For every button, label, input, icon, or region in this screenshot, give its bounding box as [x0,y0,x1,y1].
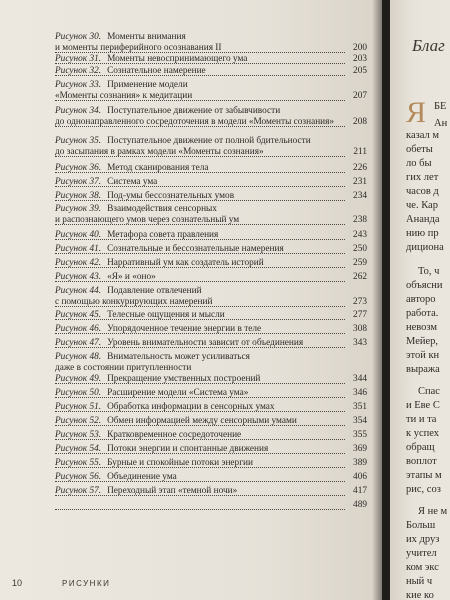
right-page-line: казал м [406,130,440,141]
figure-title-continued: «Моменты сознания» к медитации [55,91,193,101]
figure-title: Подавление отвлечений [107,286,202,296]
figure-page-number: 226 [353,163,367,173]
figure-page-number: 308 [353,324,367,334]
figure-label: Рисунок 30. [55,32,102,42]
right-page-line: рис, соз [406,484,441,495]
figure-page-number: 238 [353,215,367,225]
right-page-line: выража [406,364,440,375]
figure-entry [55,54,367,65]
figure-page-number: 355 [353,430,367,440]
figure-title: Уровень внимательности зависит от объединения [107,338,304,348]
figure-page-number: 351 [353,402,367,412]
figure-title: Внимательность может усиливаться [107,352,250,362]
figure-entry [55,191,367,202]
figure-entry [55,486,367,497]
figure-title-continued: и распознающего умов через сознательный ум [55,215,240,225]
figure-page-number: 262 [353,272,367,282]
figure-entry [55,286,367,308]
right-page [390,0,450,600]
drop-cap: Я [406,96,427,129]
right-page-line: обращ [406,442,435,453]
figure-title: Прекращение умственных построений [107,374,261,384]
figure-title: Сознательные и бессознательные намерения [107,244,284,254]
figure-entry [55,66,367,77]
figure-page-number: 243 [353,230,367,240]
figure-label: Рисунок 31. [55,54,102,64]
right-page-line: То, ч [418,266,440,277]
figure-title: Нарративный ум как создатель историй [107,258,264,268]
figure-label: Рисунок 34. [55,106,102,116]
figure-title: Моменты невоспринимающего ума [107,54,248,64]
figure-label: Рисунок 32. [55,66,102,76]
figure-page-number: 406 [353,472,367,482]
figure-title: Обработка информации в сенсорных умах [107,402,275,412]
figure-page-number: 250 [353,244,367,254]
figure-title: Поступательное движение от забывчивости [107,106,281,116]
right-page-line: Мейер, [406,336,439,347]
figure-page-number: 200 [353,43,367,53]
figure-label: Рисунок 39. [55,204,102,214]
figure-title: Под-умы бессознательных умов [107,191,235,201]
page-number: 10 [12,578,23,588]
figure-entry [55,272,367,283]
figure-entry [55,416,367,427]
figure-label: Рисунок 56. [55,472,102,482]
figure-entry [55,324,367,335]
right-page-line: воплот [406,456,437,467]
right-page-line: обеты [406,144,433,155]
figure-title-continued: и моменты периферийного осознавания II [55,43,222,53]
figure-page-number: 203 [353,54,367,64]
right-page-line: гих лет [406,172,439,183]
figure-label: Рисунок 46. [55,324,102,334]
figure-label: Рисунок 37. [55,177,102,187]
right-page-line: объясни [406,280,443,291]
figure-entry [55,444,367,455]
figure-entry [55,177,367,188]
right-page-line: этой кн [406,350,440,361]
figure-entry [55,32,367,54]
figure-title: «Я» и «оно» [107,272,156,282]
figure-label: Рисунок 44. [55,286,102,296]
figure-title: Взаимодействия сенсорных [107,204,217,214]
figure-title: Бурные и спокойные потоки энергии [107,458,253,468]
figure-label: Рисунок 50. [55,388,102,398]
right-page-line: нию пр [406,228,439,239]
figure-entry [55,458,367,469]
figure-title: Метафора совета правления [107,230,219,240]
figure-label: Рисунок 47. [55,338,102,348]
figure-page-number: 277 [353,310,367,320]
right-page-line: кие ко [406,590,434,600]
running-header: РИСУНКИ [62,579,111,588]
figure-page-number: 231 [353,177,367,187]
figure-entry [55,374,367,385]
figure-title: Кратковременное сосредоточение [107,430,242,440]
figure-label: Рисунок 43. [55,272,102,282]
figure-label: Рисунок 33. [55,80,102,90]
right-page-line: ти и та [406,414,437,425]
figure-page-number: 273 [353,297,367,307]
figure-label: Рисунок 55. [55,458,102,468]
figure-label: Рисунок 38. [55,191,102,201]
figure-entry [55,338,367,349]
figure-label: Рисунок 40. [55,230,102,240]
figure-label: Рисунок 41. [55,244,102,254]
figure-title: Применение модели [107,80,188,90]
figure-title: Объединение ума [107,472,177,482]
figure-page-number: 343 [353,338,367,348]
right-page-line: ный ч [406,576,433,587]
figure-page-number: 234 [353,191,367,201]
figure-label: Рисунок 42. [55,258,102,268]
figure-entry [55,244,367,255]
right-page-line: часов д [406,186,439,197]
figure-page-number: 417 [353,486,367,496]
figure-page-number: 211 [353,147,367,157]
right-page-line: че. Кар [406,200,438,211]
figure-entry [55,258,367,269]
figure-label: Рисунок 45. [55,310,102,320]
right-page-line: учител [406,548,437,559]
right-page-line: Спас [418,386,440,397]
figure-entry [55,430,367,441]
right-page-line: этапы м [406,470,442,481]
figure-title-continued: до однонаправленного сосредоточения в модели «Моменты сознания» [55,117,335,127]
figure-title: Расширение модели «Система ума» [107,388,249,398]
figure-title: Обмен информацией между сенсорными умами [107,416,297,426]
figure-entry [55,204,367,226]
figure-title: Система ума [107,177,158,187]
figure-title: Сознательное намерение [107,66,206,76]
figure-label: Рисунок 57. [55,486,102,496]
figure-entry [55,402,367,413]
figure-title-continued: с помощью конкурирующих намерений [55,297,213,307]
figure-label: Рисунок 52. [55,416,102,426]
figure-title: Упорядоченное течение энергии в теле [107,324,262,334]
figure-entry [55,472,367,483]
right-page-line: Ананда [406,214,440,225]
figure-page-number: 389 [353,458,367,468]
figure-label: Рисунок 54. [55,444,102,454]
right-page-line: к успех [406,428,440,439]
right-page-line: дициона [406,242,444,253]
figure-entry [55,310,367,321]
figure-title: Переходный этап «темной ночи» [107,486,238,496]
right-page-line: ло бы [406,158,432,169]
right-page-line: Ан [434,118,448,129]
figure-title: Телесные ощущения и мысли [107,310,225,320]
right-page-heading: Благ [412,36,445,55]
figure-title: Моменты внимания [107,32,186,42]
figure-entry [55,388,367,399]
right-page-line: БЕ [434,101,447,112]
figure-page-number: 346 [353,388,367,398]
figure-label: Рисунок 36. [55,163,102,173]
right-page-line: ком экс [406,562,439,573]
right-page-line: их друз [406,534,440,545]
figure-entry [55,106,367,128]
right-page-line: и Еве С [406,400,440,411]
right-page-line: Больш [406,520,436,531]
figure-label: Рисунок 51. [55,402,102,412]
figure-page-number: 369 [353,444,367,454]
figure-entry [55,230,367,241]
figure-page-number: 489 [353,500,367,510]
figure-title: Поступательное движение от полной бдительности [107,136,311,146]
figure-title: Потоки энергии и спонтанные движения [107,444,269,454]
figure-entry [55,136,367,158]
figure-page-number: 259 [353,258,367,268]
figure-title-continued: до засыпания в рамках модели «Моменты сознания» [55,147,264,157]
right-page-line: авторо [406,294,436,305]
figure-page-number: 205 [353,66,367,76]
figure-entry [55,80,367,102]
right-page-line: невозм [406,322,438,333]
figure-page-number: 208 [353,117,367,127]
figure-entry [55,163,367,174]
figure-page-number: 207 [353,91,367,101]
figure-label: Рисунок 48. [55,352,102,362]
figure-entry [55,500,367,511]
figure-title-continued: даже в состоянии притупленности [55,363,192,373]
right-page-line: Я не м [418,506,448,517]
figure-label: Рисунок 49. [55,374,102,384]
figure-label: Рисунок 53. [55,430,102,440]
figure-title: Метод сканирования тела [107,163,209,173]
figure-entry [55,352,367,374]
figure-page-number: 354 [353,416,367,426]
figure-page-number: 344 [353,374,367,384]
figure-label: Рисунок 35. [55,136,102,146]
right-page-line: работа. [406,308,439,319]
